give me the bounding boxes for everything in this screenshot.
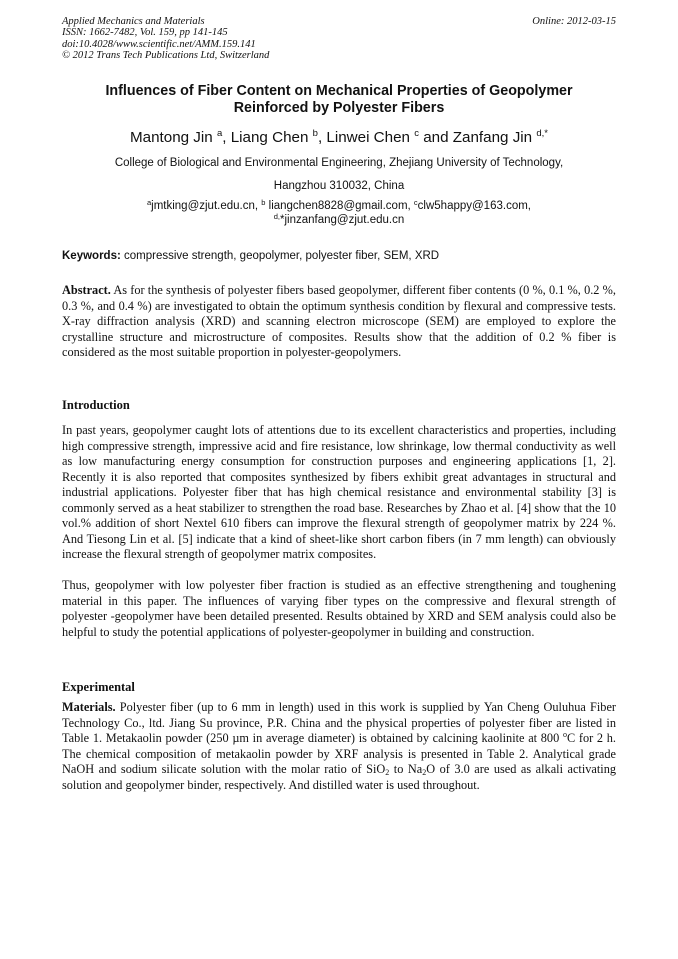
author-sup: b xyxy=(312,128,318,139)
author-name: Liang Chen xyxy=(230,129,309,146)
doi-line: doi:10.4028/www.scientific.net/AMM.159.141 xyxy=(62,38,256,50)
materials-text: to Na xyxy=(389,762,423,776)
email-sup: d, xyxy=(273,212,281,221)
materials-text: O of 3.0 are used as alkali activating solution and geopolymer binder, respectively. And distilled water is used throughout. xyxy=(62,762,617,792)
author-name: Zanfang Jin xyxy=(452,129,533,146)
email: liangchen8828@gmail.com, xyxy=(265,200,414,212)
keywords xyxy=(62,249,616,263)
degree-sup: o xyxy=(562,730,567,739)
online-date: Online: 2012-03-15 xyxy=(532,16,616,27)
affiliation-line-1: College of Biological and Environmental Engineering, Zhejiang University of Technology, xyxy=(114,157,564,169)
affiliation-line-2: Hangzhou 310032, China xyxy=(273,180,405,192)
author-name: Mantong Jin xyxy=(129,129,213,146)
subscript: 2 xyxy=(385,768,390,777)
materials-text: Polyester fiber (up to 6 mm in length) used in this work is supplied by Yan Cheng Ouluhua Fiber Technology Co., ltd. Jiang Su province, P.R. China and the physical properties of polyester fiber are listed in Table 1. Metakaolin powder (250 µm in average diameter) is obtained by calcining kaolinite at 800 xyxy=(62,700,616,745)
title-line-1: Influences of Fiber Content on Mechanical Properties of Geopolymer xyxy=(105,83,573,99)
section-heading-experimental: Experimental xyxy=(62,680,135,694)
abstract-text: As for the synthesis of polyester fibers based geopolymer, different fiber contents (0 %, 0.1 %, 0.2 %, 0.3 %, and 0.4 %) are investigated to obtain the optimum synthesis condition by flexural and compressive tests. X-ray diffraction analysis (XRD) and scanning electron microscope (SEM) are employed to explore the crystalline structure and microstructure of composites. Results show that the addition of 0.2 % fiber is considered as the most suitable proportion in polyester-geopolymers. xyxy=(62,283,616,359)
paper-title xyxy=(50,83,628,117)
abstract xyxy=(62,283,616,361)
author-sup: c xyxy=(414,128,419,139)
author-emails xyxy=(40,199,638,227)
keywords-label: Keywords: xyxy=(62,250,121,262)
author-separator: , xyxy=(317,129,327,146)
journal-header xyxy=(62,16,616,61)
email: *jinzanfang@zjut.edu.cn xyxy=(280,214,405,226)
materials-paragraph xyxy=(62,700,616,793)
copyright-line: © 2012 Trans Tech Publications Ltd, Switzerland xyxy=(62,49,270,61)
author-sup: d,* xyxy=(536,128,548,139)
subscript: 2 xyxy=(422,768,427,777)
author-list xyxy=(40,129,638,147)
introduction-paragraph-2: Thus, geopolymer with low polyester fiber fraction is studied as an effective strengthening and toughening material in this paper. The influences of varying fiber types on the compressive and flexural strength of polyester -geopolymer have been detailed presented. Results obtained by XRD and SEM analysis could also be helpful to study the potential applications of polyester-geopolymer in building and construction. xyxy=(62,578,616,639)
email-sup: c xyxy=(413,198,418,207)
email-sup: a xyxy=(146,198,152,207)
introduction-paragraph-1: In past years, geopolymer caught lots of attentions due to its excellent characteristics and properties, including high compressive strength, impressive acid and fire resistance, low shrinkage, low thermal conductivity as well as low manufacturing energy consumption for construction purposes and engineering applications [1, 2]. Recently it is also reported that composites synthesized by fibers exhibit great advantages in structural and industrial applications. Polyester fiber that has high chemical resistance and environmental stability [3] is commonly served as a heat stabilizer to strengthen the road base. Researches by Zhao et al. [4] show that the 10 vol.% addition of short Nextel 610 fibers can improve the flexural strength of geopolymer matrix by 224 %. And Tiesong Lin et al. [5] indicate that a kind of sheet-like short carbon fibers (in 7 mm length) can obviously increase the flexural strength of geopolymer matrix composites. xyxy=(62,423,616,561)
author-name: Linwei Chen xyxy=(326,129,410,146)
email: jmtking@zjut.edu.cn, xyxy=(151,200,262,212)
section-heading-introduction: Introduction xyxy=(62,398,130,412)
email: clw5happy@163.com, xyxy=(417,200,531,212)
keywords-text: compressive strength, geopolymer, polyester fiber, SEM, XRD xyxy=(120,250,440,262)
journal-name: Applied Mechanics and Materials xyxy=(62,16,205,27)
author-separator: and xyxy=(418,129,453,146)
issn-line: ISSN: 1662-7482, Vol. 159, pp 141-145 xyxy=(62,27,228,39)
materials-label: Materials. xyxy=(62,700,116,714)
author-separator: , xyxy=(222,129,231,146)
title-line-2: Reinforced by Polyester Fibers xyxy=(233,100,445,116)
email-sup: b xyxy=(261,198,266,207)
author-sup: a xyxy=(216,128,223,139)
abstract-label: Abstract. xyxy=(62,283,111,297)
materials-text: C for 2 h. The chemical composition of metakaolin powder by XRF analysis is presented in Table 2. Analytical grade NaOH and sodium silicate solution with the molar ratio of SiO xyxy=(62,731,616,776)
